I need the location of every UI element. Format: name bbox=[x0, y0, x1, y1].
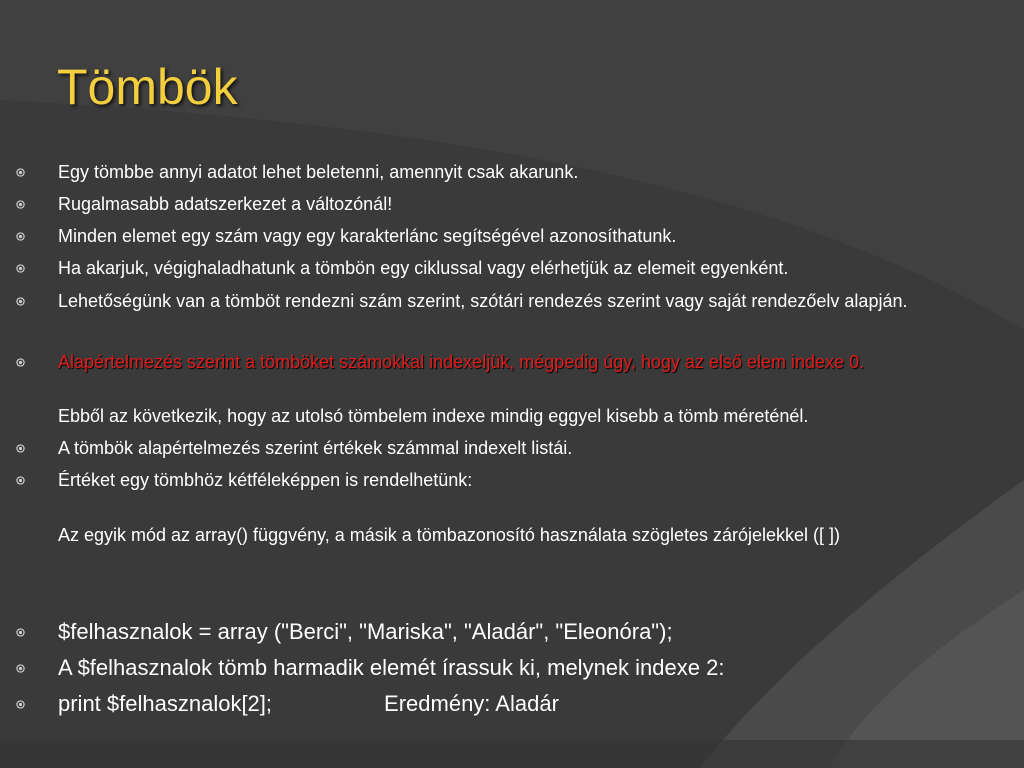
result-text: Eredmény: Aladár bbox=[384, 691, 559, 716]
circle-bullet-icon bbox=[16, 168, 25, 177]
circle-bullet-icon bbox=[16, 297, 25, 306]
circle-bullet-icon bbox=[16, 232, 25, 241]
code-statement: print $felhasznalok[2]; bbox=[58, 691, 273, 716]
bullet-text: A tömbök alapértelmezés szerint értékek számmal indexelt listái. bbox=[58, 438, 573, 458]
circle-bullet-icon bbox=[16, 358, 25, 367]
explanation-paragraph: Az egyik mód az array() függvény, a másik a tömbazonosító használata szögletes zárójelekkel ([ ]) bbox=[58, 525, 841, 545]
code-bullet-line bbox=[58, 690, 1018, 718]
bullet-text: Ha akarjuk, végighaladhatunk a tömbön egy ciklussal vagy elérhetjük az elemeit egyenként. bbox=[58, 258, 789, 278]
bullet-text-highlighted: Alapértelmezés szerint a tömböket számokkal indexeljük, mégpedig úgy, hogy az első elem indexe 0. bbox=[58, 352, 865, 372]
circle-bullet-icon bbox=[16, 700, 25, 709]
bullet-text: Minden elemet egy szám vagy egy karakterlánc segítségével azonosíthatunk. bbox=[58, 226, 677, 246]
bullet-text: Lehetőségünk van a tömböt rendezni szám szerint, szótári rendezés szerint vagy saját rendezőelv alapján. bbox=[58, 291, 908, 311]
circle-bullet-icon bbox=[16, 444, 25, 453]
code-bullet-text: $felhasznalok = array ("Berci", "Mariska", "Aladár", "Eleonóra"); bbox=[58, 619, 673, 644]
circle-bullet-icon bbox=[16, 476, 25, 485]
circle-bullet-icon bbox=[16, 628, 25, 637]
circle-bullet-icon bbox=[16, 264, 25, 273]
code-bullet-text: A $felhasznalok tömb harmadik elemét írassuk ki, melynek indexe 2: bbox=[58, 655, 725, 680]
bullet-text: Értéket egy tömbhöz kétféleképpen is rendelhetünk: bbox=[58, 470, 473, 490]
slide-title: Tömbök bbox=[57, 59, 238, 115]
circle-bullet-icon bbox=[16, 200, 25, 209]
bullet-text: Egy tömbbe annyi adatot lehet beletenni, amennyit csak akarunk. bbox=[58, 162, 579, 182]
circle-bullet-icon bbox=[16, 664, 25, 673]
bullet-text: Rugalmasabb adatszerkezet a változónál! bbox=[58, 194, 393, 214]
bullet-continuation: Ebből az következik, hogy az utolsó tömbelem indexe mindig eggyel kisebb a tömb méreténél. bbox=[58, 406, 809, 426]
